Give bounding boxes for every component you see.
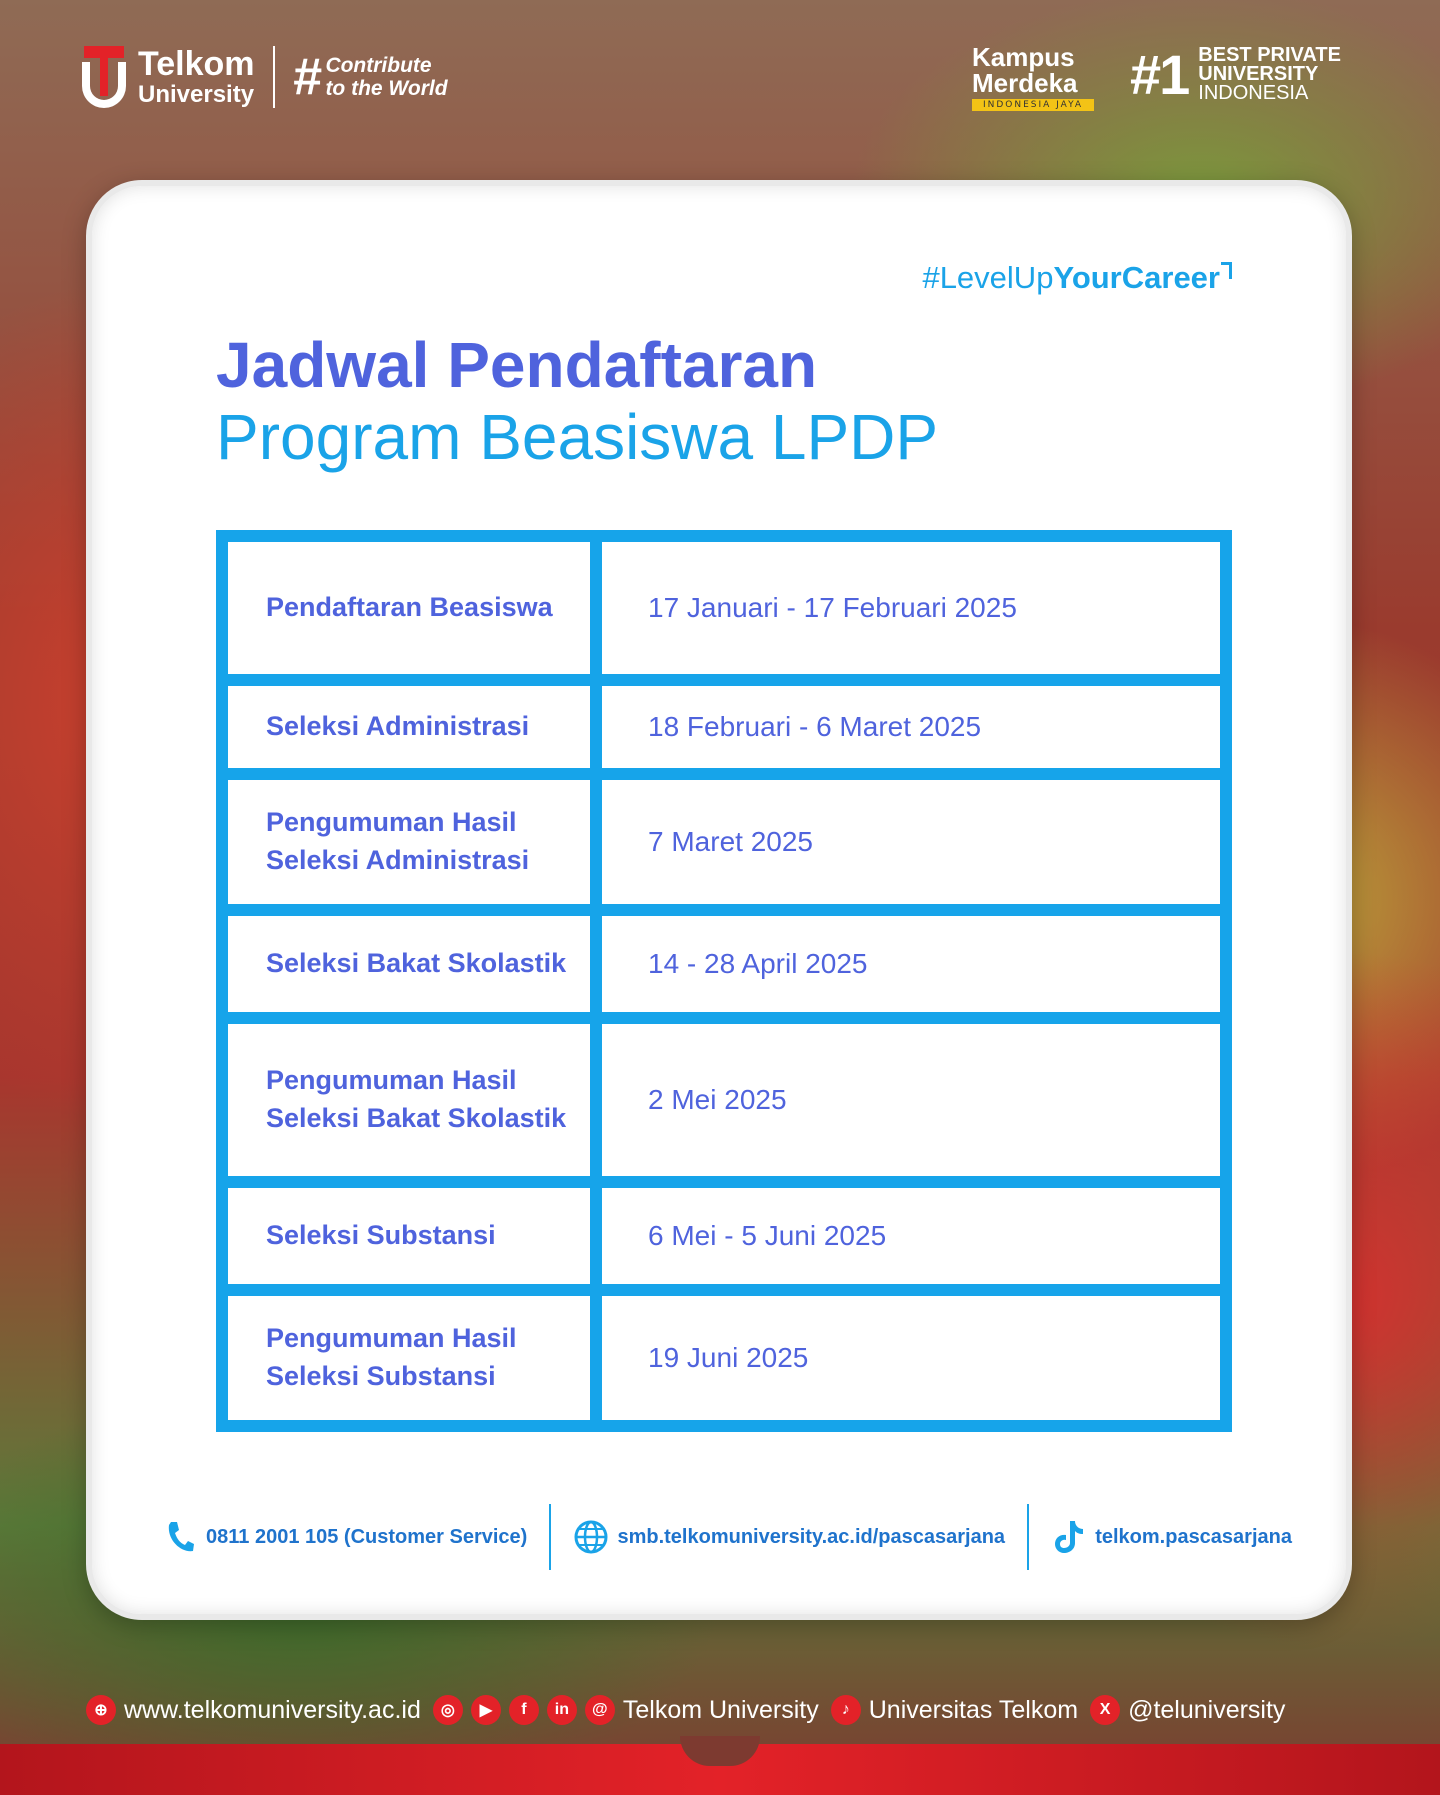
table-row	[228, 1296, 1220, 1420]
merdeka-text: Merdeka	[972, 68, 1078, 98]
tiktok-icon[interactable]: ♪	[831, 1695, 861, 1725]
table-row	[228, 542, 1220, 674]
footer-tiktok-name[interactable]: Universitas Telkom	[868, 1695, 1079, 1724]
tiktok-contact[interactable]	[1051, 1519, 1292, 1555]
tiktok-icon	[1051, 1519, 1087, 1555]
logo-text-university: University	[138, 81, 255, 108]
indonesia-jaya-text: INDONESIA JAYA	[972, 99, 1094, 111]
telkom-university-logo	[82, 46, 448, 108]
slogan-line-2: to the World	[325, 77, 448, 100]
stage-cell: Seleksi Substansi	[228, 1188, 590, 1284]
table-row	[228, 1024, 1220, 1176]
threads-icon[interactable]: @	[585, 1695, 615, 1725]
schedule-table	[216, 530, 1232, 1432]
stage-cell: Seleksi Bakat Skolastik	[228, 916, 590, 1012]
table-row	[228, 686, 1220, 768]
hash-icon: #	[292, 48, 322, 106]
tagline-prefix: #LevelUp	[922, 260, 1054, 295]
date-cell: 17 Januari - 17 Februari 2025	[602, 542, 1220, 674]
contact-divider	[549, 1504, 551, 1570]
website-contact[interactable]	[573, 1519, 1005, 1555]
rank-line-1: BEST PRIVATE	[1198, 44, 1341, 66]
stage-cell: Pengumuman Hasil Seleksi Administrasi	[228, 780, 590, 904]
instagram-icon[interactable]: ◎	[433, 1695, 463, 1725]
stage-cell: Seleksi Administrasi	[228, 686, 590, 768]
page-subtitle: Program Beasiswa LPDP	[216, 401, 939, 473]
table-row	[228, 1188, 1220, 1284]
kampus-merdeka-logo	[972, 44, 1094, 110]
rank-number: #1	[1130, 42, 1189, 106]
table-row	[228, 916, 1220, 1012]
corner-mark-icon	[1221, 262, 1232, 279]
globe-icon: ⊕	[86, 1695, 116, 1725]
footer-website[interactable]: www.telkomuniversity.ac.id	[124, 1695, 421, 1724]
contact-bar	[162, 1502, 1292, 1572]
footer-social-name[interactable]: Telkom University	[622, 1695, 819, 1724]
date-cell: 7 Maret 2025	[602, 780, 1220, 904]
stage-cell: Pengumuman Hasil Seleksi Bakat Skolastik	[228, 1024, 590, 1176]
date-cell: 2 Mei 2025	[602, 1024, 1220, 1176]
footer-x-handle[interactable]: @teluniversity	[1128, 1695, 1286, 1724]
best-private-university-badge	[1130, 42, 1341, 106]
phone-contact[interactable]	[162, 1519, 527, 1555]
x-icon[interactable]: X	[1090, 1695, 1120, 1725]
date-cell: 18 Februari - 6 Maret 2025	[602, 686, 1220, 768]
website-text: smb.telkomuniversity.ac.id/pascasarjana	[617, 1525, 1006, 1548]
tagline-bold: YourCareer	[1053, 260, 1220, 295]
logo-divider	[273, 46, 275, 108]
phone-text: 0811 2001 105 (Customer Service)	[206, 1525, 528, 1548]
stage-cell: Pengumuman Hasil Seleksi Substansi	[228, 1296, 590, 1420]
globe-icon	[573, 1519, 609, 1555]
facebook-icon[interactable]: f	[509, 1695, 539, 1725]
phone-icon	[162, 1519, 198, 1555]
stage-cell: Pendaftaran Beasiswa	[228, 542, 590, 674]
date-cell: 19 Juni 2025	[602, 1296, 1220, 1420]
table-row	[228, 780, 1220, 904]
logo-text-telkom: Telkom	[138, 45, 255, 83]
rank-line-3: INDONESIA	[1198, 82, 1309, 104]
youtube-icon[interactable]: ▶	[471, 1695, 501, 1725]
slogan-line-1: Contribute	[325, 53, 432, 77]
tiktok-text: telkom.pascasarjana	[1095, 1525, 1292, 1548]
contribute-slogan	[293, 47, 448, 107]
telkom-logo-icon	[82, 46, 126, 108]
contact-divider	[1027, 1504, 1029, 1570]
page-title: Jadwal Pendaftaran	[216, 329, 818, 401]
rank-line-2: UNIVERSITY	[1198, 63, 1319, 85]
schedule-card	[86, 180, 1352, 1620]
kampus-text: Kampus	[972, 42, 1075, 72]
linkedin-icon[interactable]: in	[547, 1695, 577, 1725]
date-cell: 14 - 28 April 2025	[602, 916, 1220, 1012]
footer-social-bar	[86, 1692, 1297, 1728]
hashtag-tagline	[922, 260, 1220, 296]
date-cell: 6 Mei - 5 Juni 2025	[602, 1188, 1220, 1284]
